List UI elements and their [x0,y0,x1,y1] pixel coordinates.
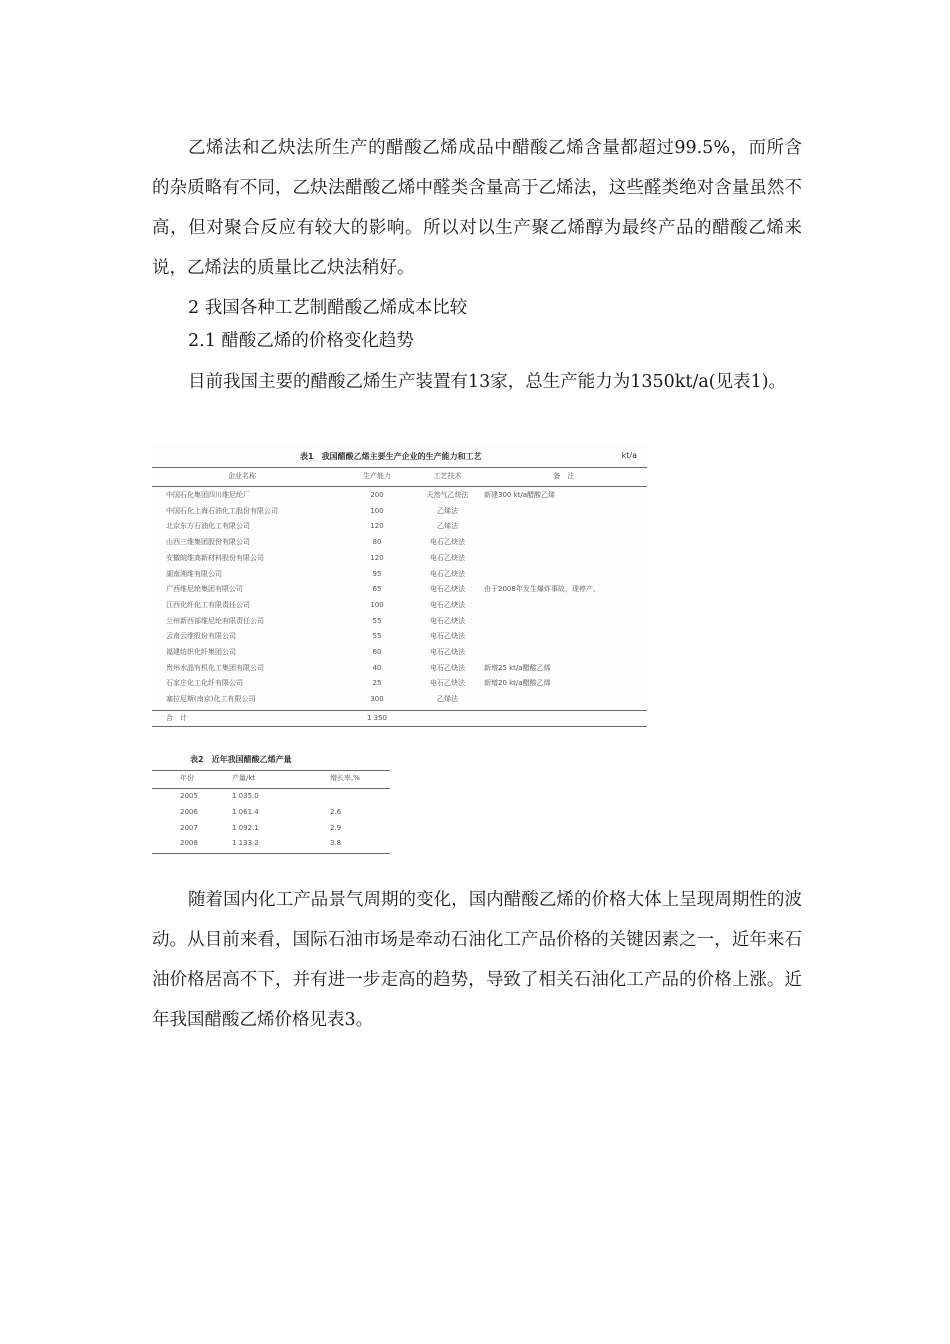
capacity-value: 65 [372,585,382,594]
table1-header-tech: 工艺技术 [433,472,462,480]
company-name: 广西维尼纶集团有限公司 [166,585,243,594]
company-name: 安徽皖维高新材料股份有限公司 [166,553,264,562]
table1-unit: kt/a [621,451,637,460]
tech-value: 电石乙炔法 [430,616,465,625]
table-row [152,614,647,630]
growth-value: 2.6 [330,807,342,816]
tech-value: 乙烯法 [437,695,458,704]
company-name: 中国石化上海石油化工股份有限公司 [166,506,278,515]
table1-header-row [152,469,647,485]
table2-header-growth: 增长率,% [330,774,360,782]
capacity-value: 300 [370,695,384,704]
table1-total-row [152,711,647,727]
section-heading-2: 2 我国各种工艺制醋酸乙烯成本比较 [188,298,468,318]
table1-title: 表1 我国醋酸乙烯主要生产企业的生产能力和工艺 [300,452,482,461]
tech-value: 电石乙炔法 [430,553,465,562]
capacity-value: 120 [370,522,384,531]
capacity-value: 80 [372,538,382,547]
output-value: 1 035.0 [232,792,259,800]
paragraph-purity: 乙烯法和乙炔法所生产的醋酸乙烯成品中醋酸乙烯含量都超过99.5%，而所含的杂质略有不同，乙炔法醋酸乙烯中醛类含量高于乙烯法，这些醛类绝对含量虽然不高，但对聚合反应有较大的影响。所以对以生产聚乙烯醇为最终产品的醋酸乙烯来说，乙烯法的质量比乙炔法稍好。 [152,138,802,278]
table-row [152,676,647,692]
company-name: 北京东方石油化工有限公司 [166,522,250,531]
table-row [152,504,647,520]
table2-caption: 表2 近年我国醋酸乙烯产量 [190,755,292,764]
note-value: 新增25 kt/a醋酸乙烯 [484,663,551,672]
capacity-value: 55 [372,616,382,625]
company-name: 湖南湘维有限公司 [166,569,222,578]
note-value: 新增20 kt/a醋酸乙烯 [484,679,551,688]
table1-top-rule [152,467,647,468]
table1-header-name: 企业名称 [228,472,256,480]
table1-total-label: 合 计 [166,714,187,722]
table-capacity [152,445,647,727]
tech-value: 电石乙炔法 [430,585,465,594]
table-row [152,821,390,837]
section-heading-2-1: 2.1 醋酸乙烯的价格变化趋势 [188,331,414,351]
table-row [152,692,647,708]
company-name: 塞拉尼斯(南京)化工有限公司 [166,695,256,704]
table-row [152,789,390,805]
tech-value: 天然气乙炔法 [426,491,469,499]
tech-value: 电石乙炔法 [430,569,465,578]
table1-header-note: 备 注 [553,472,575,480]
tech-value: 电石乙炔法 [430,600,465,609]
year-value: 2006 [180,807,198,816]
company-name: 云南云维股份有限公司 [166,632,236,641]
capacity-value: 25 [372,679,382,688]
growth-value: 2.9 [330,823,342,832]
company-name: 山西三维集团股份有限公司 [166,538,250,547]
table-output [152,752,390,856]
table1-total-value: 1 350 [366,714,388,722]
tech-value: 电石乙炔法 [430,632,465,641]
year-value: 2008 [180,839,198,848]
company-name: 福建纺织化纤集团公司 [166,648,236,656]
table2-bottom-rule [152,853,390,854]
capacity-value: 40 [372,663,382,672]
capacity-value: 100 [370,506,384,515]
table-row [152,567,647,583]
output-value: 1 133.2 [232,839,259,848]
output-value: 1 061.4 [232,807,259,816]
note-value: 新建300 kt/a醋酸乙烯 [484,491,556,499]
tech-value: 乙烯法 [437,522,458,531]
company-name: 江西化纤化工有限责任公司 [166,600,250,609]
paragraph-capacity: 目前我国主要的醋酸乙烯生产装置有13家，总生产能力为1350kt/a(见表1)。 [188,372,787,392]
table-row [152,551,647,567]
note-value: 由于2008年发生爆炸事故，现停产。 [484,585,600,594]
capacity-value: 200 [370,491,384,499]
tech-value: 电石乙炔法 [430,538,465,547]
table-row [152,645,647,661]
table-row [152,488,647,504]
paragraph-price-trend: 随着国内化工产品景气周期的变化，国内醋酸乙烯的价格大体上呈现周期性的波动。从目前来看，国际石油市场是牵动石油化工产品价格的关键因素之一，近年来石油价格居高不下，并有进一步走高的趋势，导致了相关石油化工产品的价格上涨。近年我国醋酸乙烯价格见表3。 [152,890,802,1030]
table-row [152,582,647,598]
capacity-value: 95 [372,569,382,578]
table-row [152,661,647,677]
table-row [152,535,647,551]
capacity-value: 55 [372,632,382,641]
company-name: 石家庄化工化纤有限公司 [166,679,243,688]
table-row [152,629,647,645]
table2-header-row [152,771,390,787]
capacity-value: 60 [372,648,382,656]
table-row [152,598,647,614]
growth-value: 3.8 [330,839,342,848]
company-name: 兰州新西部维尼纶有限责任公司 [166,616,264,625]
company-name: 中国石化集团四川维尼纶厂 [166,491,250,499]
capacity-value: 120 [370,553,384,562]
table1-header-capacity: 生产能力 [363,472,391,480]
table2-header-output: 产量/kt [232,774,256,782]
table2-header-year: 年份 [180,774,194,782]
output-value: 1 092.1 [232,823,259,832]
table-row [152,836,390,852]
year-value: 2007 [180,823,198,832]
year-value: 2005 [180,792,198,800]
table-row [152,519,647,535]
company-name: 贵州水晶有机化工集团有限公司 [166,663,264,672]
capacity-value: 100 [370,600,384,609]
tech-value: 电石乙炔法 [430,648,465,656]
table-row [152,805,390,821]
tech-value: 乙烯法 [437,506,458,515]
table1-header-rule [152,486,647,487]
tech-value: 电石乙炔法 [430,679,465,688]
tech-value: 电石乙炔法 [430,663,465,672]
table1-bottom-rule [152,726,647,727]
